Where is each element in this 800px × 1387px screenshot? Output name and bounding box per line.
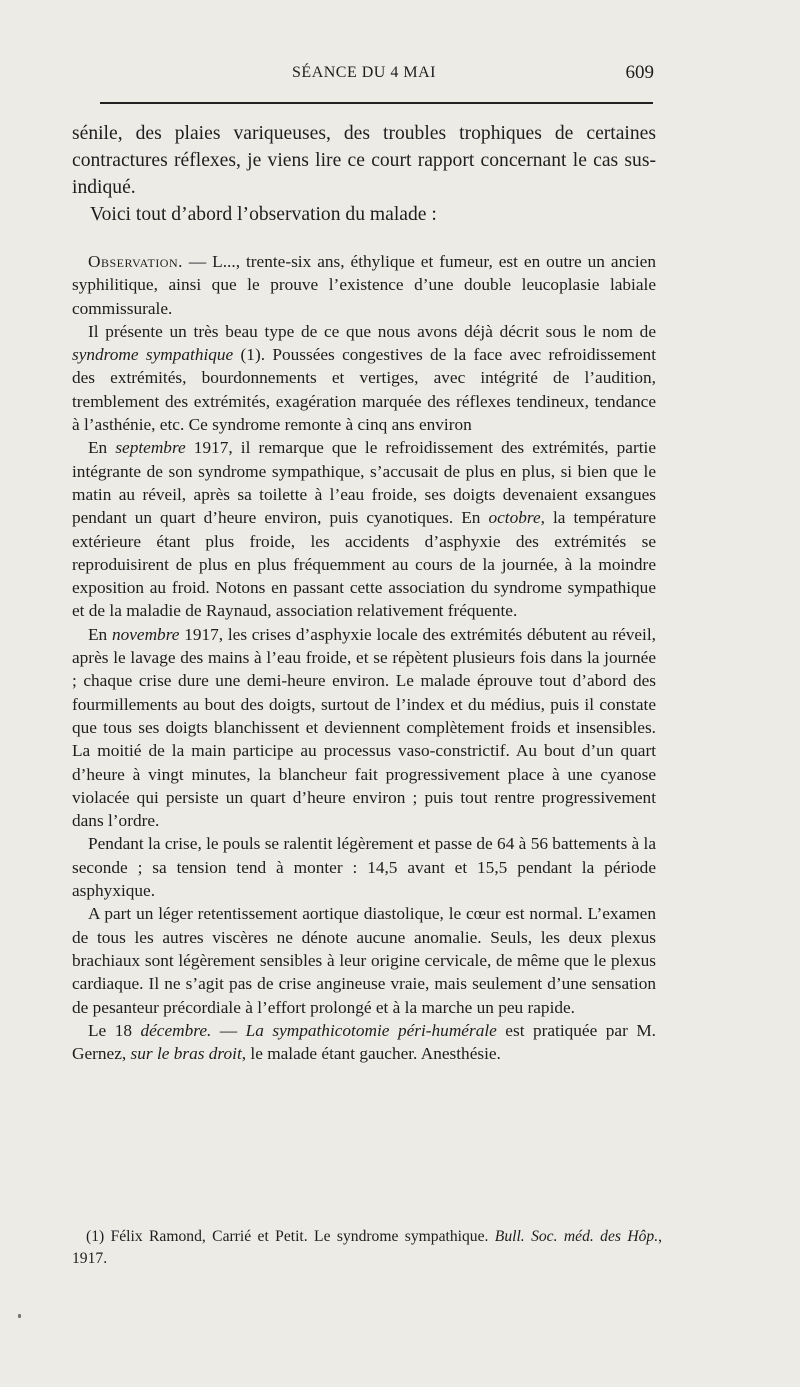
main-text <box>72 120 656 1065</box>
page-number: 609 <box>625 62 654 83</box>
footnote-1: (1) Félix Ramond, Carrié et Petit. Le syndrome sympathique. Bull. Soc. méd. des Hôp., 1917. <box>72 1228 663 1267</box>
footnote <box>72 1226 662 1270</box>
observation-paragraph-1: Observation. — L..., trente-six ans, éthylique et fumeur, est en outre un ancien syphilitique, ainsi que le prouve l’existence d’une double leucoplasie labiale commissurale. <box>72 252 656 318</box>
running-title: SÉANCE DU 4 MAI <box>292 64 436 81</box>
observation-paragraph-5: Pendant la crise, le pouls se ralentit légèrement et passe de 64 à 56 battements à la seconde ; sa tension tend à monter : 14,5 avant et 15,5 pendant la période asphyxique. <box>72 834 656 901</box>
observation-paragraph-2: Il présente un très beau type de ce que nous avons déjà décrit sous le nom de syndrome sympathique (1). Poussées congestives de la face avec refroidissement des extrémités, bourdonnements et vertiges, avec intégrité de l’audition, tremblement des extrémités, exagération marquée des réflexes tendineux, tendance à l’asthénie, etc. Ce syndrome remonte à cinq ans environ <box>72 321 656 435</box>
header-rule <box>100 102 653 104</box>
observation-paragraph-3: En septembre 1917, il remarque que le refroidissement des extrémités, partie intégrante de son syndrome sympathique, s’accusait de plus en plus, si bien que le matin au réveil, après sa toilette à l’eau froide, ses doigts devenaient exsangues pendant un quart d’heure environ, puis cyanotiques. En octobre, la température extérieure étant plus froide, les accidents d’asphyxie des extrémités se reproduisirent de plus en plus fréquemment au cours de la journée, à la moindre exposition au froid. Notons en passant cette association du syndrome sympathique et de la maladie de Raynaud, association relativement fréquente. <box>72 438 656 621</box>
running-header <box>72 62 656 88</box>
intro-paragraph-1: sénile, des plaies variqueuses, des troubles trophiques de certaines contractures réflexes, je viens lire ce court rapport concernant le cas sus-indiqué. <box>72 123 656 198</box>
intro-paragraph-2: Voici tout d’abord l’observation du malade : <box>90 204 437 225</box>
paper-speck <box>18 1314 21 1318</box>
observation-paragraph-4: En novembre 1917, les crises d’asphyxie locale des extrémités débutent au réveil, après le lavage des mains à l’eau froide, et se répètent plusieurs fois dans la journée ; chaque crise dure une demi-heure environ. Le malade éprouve tout d’abord des fourmillements au bout des doigts, surtout de l’index et du médius, puis il constate que tous ses doigts blanchissent et deviennent complètement froids et insensibles. La moitié de la main participe au processus vaso-constrictif. Au bout d’un quart d’heure à vingt minutes, la blancheur fait progressivement place à une cyanose violacée qui persiste un quart d’heure environ ; puis tout rentre progressivement dans l’ordre. <box>72 624 656 831</box>
observation-paragraph-6: A part un léger retentissement aortique diastolique, le cœur est normal. L’examen de tous les autres viscères ne dénote aucune anomalie. Seuls, les deux plexus brachiaux sont légèrement sensibles à leur origine cervicale, de même que le plexus cardiaque. Il ne s’agit pas de crise angineuse vraie, mais seulement d’une sensation de pesanteur précordiale à l’effort prolongé et à la marche un peu rapide. <box>72 904 656 1017</box>
section-gap <box>72 228 656 250</box>
observation-paragraph-7: Le 18 décembre. — La sympathicotomie péri-humérale est pratiquée par M. Gernez, sur le bras droit, le malade étant gaucher. Anesthésie. <box>72 1020 657 1064</box>
observation-label: Observation. <box>88 252 183 271</box>
